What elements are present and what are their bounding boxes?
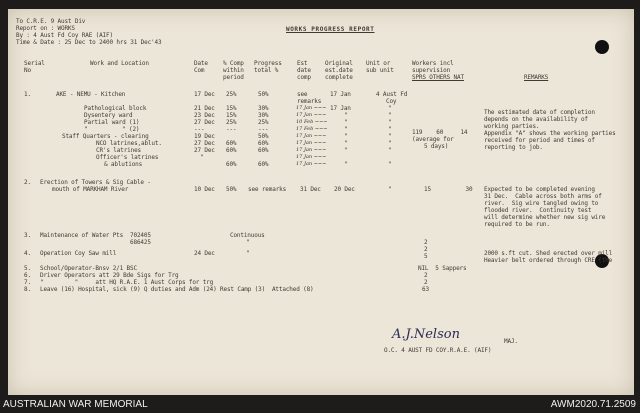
- r1-orig: 17 Jan: [330, 91, 351, 98]
- dash-mark: ---: [226, 126, 237, 133]
- r4-pct: ": [246, 250, 250, 257]
- col-progress: Progress total %: [254, 60, 282, 74]
- ditto-mark: ": [388, 126, 392, 133]
- r7-serial: 7.: [24, 279, 31, 286]
- r1b-prog: 30%: [258, 105, 269, 112]
- archive-footer: [0, 396, 640, 413]
- r4-remarks: 2000 s.ft cut. Shed erected over mill Heavier belt ordered through CRE (the: [484, 250, 613, 264]
- footer-accession-number: AWM2020.71.2509: [550, 399, 636, 410]
- r1-workers: 119 60 14: [412, 129, 468, 136]
- r2-prog: see remarks: [248, 186, 287, 193]
- r1b-work: Pathological block: [84, 105, 147, 112]
- r1d-pct: 25%: [226, 119, 237, 126]
- handwritten-date: 17 Jan ~~~: [296, 161, 327, 167]
- footer-institution: AUSTRALIAN WAR MEMORIAL: [3, 399, 148, 410]
- r1-pct: 25%: [226, 91, 237, 98]
- col-original: Original est.date complete: [325, 60, 353, 81]
- document-page: [8, 9, 634, 395]
- r1g-date: 27 Dec: [194, 140, 215, 147]
- col-workers: Workers incl supervision: [412, 60, 454, 74]
- col-unit: Unit or sub unit: [366, 60, 394, 74]
- ditto-mark: ": [388, 119, 392, 126]
- handwritten-date: 17 Jan ~~~: [296, 133, 327, 139]
- r3-work-2: 686425: [40, 239, 151, 246]
- ditto-mark: ": [388, 133, 392, 140]
- r3-workers-2: 2: [424, 246, 428, 253]
- ditto-mark: ": [246, 239, 250, 246]
- r1i-date: ": [200, 154, 204, 161]
- r1-est: see: [297, 91, 308, 98]
- col-date-com: Date Com: [194, 60, 208, 74]
- r1c-prog: 30%: [258, 112, 269, 119]
- r3-work: Maintenance of Water Pts 702405: [40, 232, 151, 239]
- r2-est: 31 Dec: [300, 186, 321, 193]
- r1i-pct: 60%: [226, 161, 237, 168]
- col-remarks: REMARKS: [524, 74, 549, 81]
- ditto-mark: ": [344, 112, 348, 119]
- signature-rank: MAJ.: [504, 338, 518, 345]
- r8-workers: 63: [422, 286, 429, 293]
- r1-date: 17 Dec: [194, 91, 215, 98]
- r1-unit: 4 Aust Fd: [376, 91, 408, 98]
- col-pct-period: % Comp within period: [223, 60, 244, 81]
- r3-workers: 2: [424, 239, 428, 246]
- r2-pct: 50%: [226, 186, 237, 193]
- ditto-mark: ": [388, 161, 392, 168]
- r6-work: Driver Operators att 29 Bde Sigs for Trg: [40, 272, 179, 279]
- r5-serial: 5.: [24, 265, 31, 272]
- r5-workers: NIL 5 Sappers: [418, 265, 467, 272]
- ditto-mark: ": [344, 140, 348, 147]
- r2-date: 10 Dec: [194, 186, 215, 193]
- r1c-date: 23 Dec: [194, 112, 215, 119]
- header-time-date: Time & Date : 25 Dec to 2400 hrs 31 Dec'43: [16, 39, 162, 46]
- r1d-work: Partial ward (1): [84, 119, 140, 126]
- handwritten-signature: A.J.Nelson: [392, 327, 460, 342]
- r3-serial: 3.: [24, 232, 31, 239]
- col-work: Work and Location: [90, 60, 149, 67]
- r1b-date: 21 Dec: [194, 105, 215, 112]
- r1c-pct: 15%: [226, 112, 237, 119]
- r1f-date: 19 Dec: [194, 133, 215, 140]
- r4-work: Operation Coy Saw mill: [40, 250, 117, 257]
- ditto-mark: ": [344, 147, 348, 154]
- handwritten-date: 17 Jan ~~~: [296, 154, 327, 160]
- r1d-date: 27 Dec: [194, 119, 215, 126]
- r1d-prog: 25%: [258, 119, 269, 126]
- r1b-orig: 17 Jan: [330, 105, 351, 112]
- r1-est-2: remarks: [297, 98, 322, 105]
- col-workers-sub: SPRS OTHERS NAT: [412, 74, 464, 81]
- handwritten-date: 17 Feb ~~~: [296, 126, 328, 132]
- r2-serial: 2.: [24, 179, 31, 186]
- r1i-work: Officer's latrines: [96, 154, 159, 161]
- r1h-work: CR's latrines: [96, 147, 142, 154]
- r1f-work: Staff Quarters - clearing: [62, 133, 149, 140]
- r6-workers: 2: [424, 272, 428, 279]
- r1i-prog: 60%: [258, 161, 269, 168]
- r1-unit-2: Coy: [386, 98, 397, 105]
- r8-work: Leave (16) Hospital, sick (9) Q duties and Adm (24) Rest Camp (3) Attached (8): [40, 286, 314, 293]
- r6-serial: 6.: [24, 272, 31, 279]
- header-by: By : 4 Aust Fd Coy RAE (AIF): [16, 32, 113, 39]
- r1-serial: 1.: [24, 91, 31, 98]
- r2-orig: 20 Dec: [334, 186, 355, 193]
- ditto-mark: ": [388, 140, 392, 147]
- r1-workers-note-2: 5 days): [424, 143, 449, 150]
- header-report-on: Report on : WORKS: [16, 25, 75, 32]
- r2-remarks: Expected to be completed evening 31 Dec. Cable across both arms of river. Sig wire tangled owing to flooded river. Continuity test will determine whether new sig wire required to be run.: [484, 186, 606, 228]
- r1g-pct: 60%: [226, 140, 237, 147]
- r1h-date: 27 Dec: [194, 147, 215, 154]
- handwritten-date: 17 Jan ~~~: [296, 112, 327, 118]
- r4-workers: 5: [424, 253, 428, 260]
- r2-work: Erection of Towers & Sig Cable -: [40, 179, 151, 186]
- r1-remarks: The estimated date of completion depends on the availability of working parties. Appendix "A" shows the working parties received for period and times of reporting to job.: [484, 109, 616, 151]
- handwritten-date: 17 Jan ~~~: [296, 105, 327, 111]
- r5-work: School/Operator-Bnsv 2/1 BSC: [40, 265, 137, 272]
- r2-unit: ": [388, 186, 392, 193]
- r4-serial: 4.: [24, 250, 31, 257]
- ditto-mark: ": [344, 161, 348, 168]
- dash-mark: ---: [258, 126, 269, 133]
- ditto-mark: ": [344, 119, 348, 126]
- handwritten-date: 10 Feb ~~~: [296, 119, 328, 125]
- r1i-work-2: & ablutions: [104, 161, 143, 168]
- r8-serial: 8.: [24, 286, 31, 293]
- handwritten-date: 17 Jan ~~~: [296, 147, 327, 153]
- r1c-work: Dysentery ward: [84, 112, 133, 119]
- r1g-work: NCO latrines,ablut.: [96, 140, 162, 147]
- r1-workers-note: (average for: [412, 136, 454, 143]
- ditto-mark: ": [388, 147, 392, 154]
- r7-work: " " att HQ R.A.E. 1 Aust Corps for trg: [40, 279, 214, 286]
- r3-status: Continuous: [230, 232, 265, 239]
- header-to: To C.R.E. 9 Aust Div: [16, 18, 86, 25]
- signature-title: O.C. 4 AUST FD COY.R.A.E. (AIF): [384, 347, 492, 354]
- report-title: WORKS PROGRESS REPORT: [286, 26, 375, 33]
- ditto-mark: ": [344, 133, 348, 140]
- r1h-prog: 60%: [258, 147, 269, 154]
- ditto-mark: ": [344, 126, 348, 133]
- r1e-date: ---: [194, 126, 205, 133]
- r4-date: 24 Dec: [194, 250, 215, 257]
- r7-workers: 2: [424, 279, 428, 286]
- r1e-work: " " (2): [84, 126, 140, 133]
- col-est-date: Est date comp: [297, 60, 311, 81]
- r1-prog: 50%: [258, 91, 269, 98]
- r2-workers: 15 30: [424, 186, 473, 193]
- punch-hole: [595, 40, 609, 54]
- handwritten-date: 17 Jan ~~~: [296, 140, 327, 146]
- r2-work-2: mouth of MARKHAM River: [52, 186, 129, 193]
- r1b-pct: 15%: [226, 105, 237, 112]
- r1-work: AKE - NEMU - Kitchen: [56, 91, 126, 98]
- ditto-mark: ": [388, 112, 392, 119]
- r1f-prog: 50%: [258, 133, 269, 140]
- ditto-mark: ": [388, 105, 392, 112]
- col-serial: Serial No: [24, 60, 45, 74]
- r1h-pct: 60%: [226, 147, 237, 154]
- r1g-prog: 60%: [258, 140, 269, 147]
